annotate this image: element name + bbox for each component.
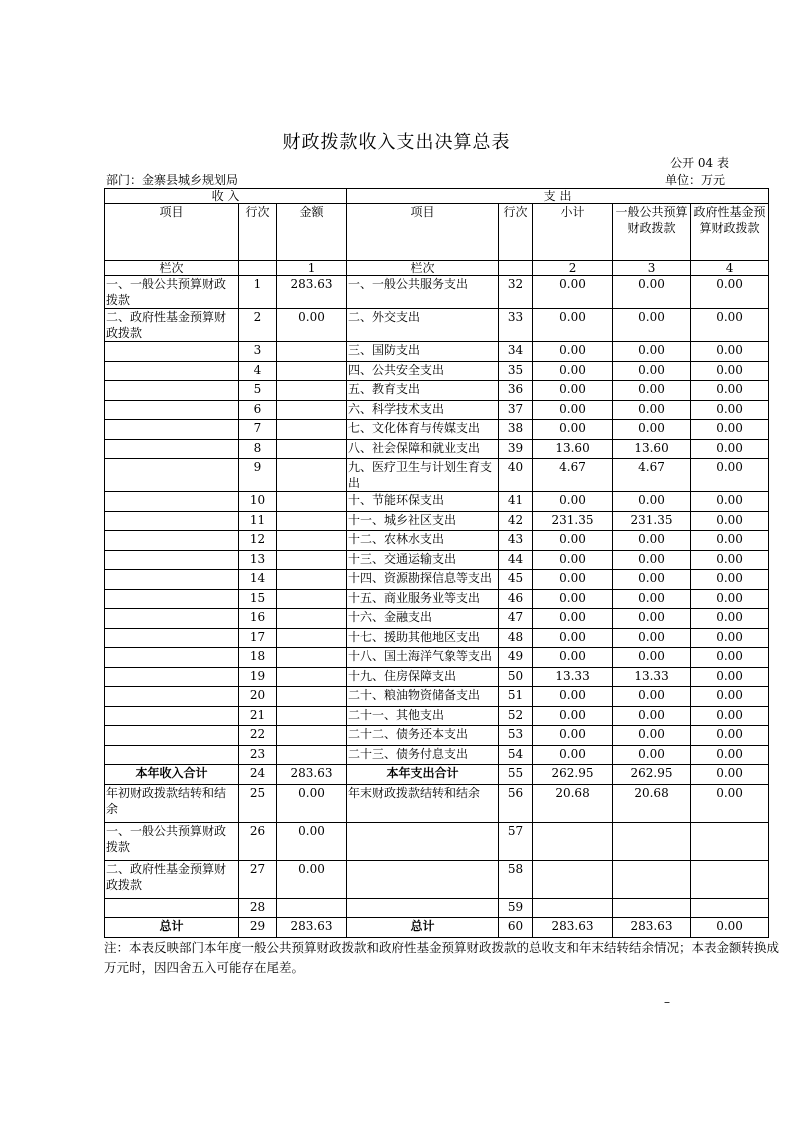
expense-item: 六、科学技术支出	[347, 400, 499, 420]
expense-row-no: 52	[499, 706, 533, 726]
expense-general: 4.67	[613, 459, 691, 492]
expense-fund: 0.00	[691, 570, 769, 590]
table-row	[105, 492, 769, 512]
income-amount	[277, 628, 347, 648]
income-item: 一、一般公共预算财政拨款	[105, 822, 239, 860]
income-item	[105, 420, 239, 440]
expense-row-no: 48	[499, 628, 533, 648]
col-row-no: 行次	[239, 204, 277, 261]
expense-row-no: 38	[499, 420, 533, 440]
expense-item: 十八、国土海洋气象等支出	[347, 648, 499, 668]
income-row-no: 29	[239, 918, 277, 938]
table-row	[105, 439, 769, 459]
expense-general: 231.35	[613, 511, 691, 531]
expense-item: 一、一般公共服务支出	[347, 276, 499, 309]
income-amount: 283.63	[277, 276, 347, 309]
expense-row-no: 59	[499, 898, 533, 918]
income-row-no: 28	[239, 898, 277, 918]
income-row-no: 15	[239, 589, 277, 609]
expense-row-no: 50	[499, 667, 533, 687]
income-row-no: 4	[239, 361, 277, 381]
expense-fund: 0.00	[691, 550, 769, 570]
expense-item: 八、社会保障和就业支出	[347, 439, 499, 459]
expense-fund: 0.00	[691, 918, 769, 938]
income-amount	[277, 570, 347, 590]
table-row	[105, 570, 769, 590]
expense-fund: 0.00	[691, 667, 769, 687]
expense-subtotal	[533, 860, 613, 898]
table-row	[105, 667, 769, 687]
income-row-no: 23	[239, 745, 277, 765]
expense-subtotal: 0.00	[533, 276, 613, 309]
income-row-no: 1	[239, 276, 277, 309]
expense-item: 十六、金融支出	[347, 609, 499, 629]
income-item	[105, 667, 239, 687]
unit-label: 单位：万元	[664, 173, 725, 187]
income-item	[105, 648, 239, 668]
table-row	[105, 531, 769, 551]
budget-table	[104, 188, 769, 938]
expense-row-no: 40	[499, 459, 533, 492]
table-row	[105, 276, 769, 309]
table-row	[105, 784, 769, 822]
col-item2: 项目	[347, 204, 499, 261]
income-item	[105, 706, 239, 726]
expense-row-no: 57	[499, 822, 533, 860]
table-row	[105, 361, 769, 381]
income-row-no: 5	[239, 381, 277, 401]
expense-row-no: 43	[499, 531, 533, 551]
expense-row-no: 47	[499, 609, 533, 629]
expense-subtotal: 4.67	[533, 459, 613, 492]
footnote: 注：本表反映部门本年度一般公共预算财政拨款和政府性基金预算财政拨款的总收支和年末结转结余情况；本表金额转换成万元时，因四舍五入可能存在尾差。	[104, 940, 780, 975]
col-index-1: 1	[277, 261, 347, 276]
expense-subtotal: 0.00	[533, 726, 613, 746]
income-amount	[277, 648, 347, 668]
expense-fund: 0.00	[691, 531, 769, 551]
col-index-4: 4	[691, 261, 769, 276]
income-item	[105, 342, 239, 362]
expense-item: 十七、援助其他地区支出	[347, 628, 499, 648]
income-amount	[277, 361, 347, 381]
income-item	[105, 745, 239, 765]
col-index-empty	[239, 261, 277, 276]
income-row-no: 26	[239, 822, 277, 860]
expense-row-no: 51	[499, 687, 533, 707]
expense-subtotal: 0.00	[533, 706, 613, 726]
expense-subtotal: 0.00	[533, 687, 613, 707]
income-amount	[277, 706, 347, 726]
expense-general	[613, 898, 691, 918]
income-item	[105, 400, 239, 420]
income-item: 年初财政拨款结转和结余	[105, 784, 239, 822]
expense-header: 支 出	[347, 189, 769, 204]
expense-row-no: 58	[499, 860, 533, 898]
table-row	[105, 400, 769, 420]
expense-fund: 0.00	[691, 420, 769, 440]
income-item: 总计	[105, 918, 239, 938]
table-row	[105, 687, 769, 707]
income-row-no: 7	[239, 420, 277, 440]
income-item	[105, 439, 239, 459]
expense-subtotal: 0.00	[533, 381, 613, 401]
expense-fund: 0.00	[691, 381, 769, 401]
expense-subtotal: 262.95	[533, 765, 613, 785]
expense-item: 十四、资源勘探信息等支出	[347, 570, 499, 590]
income-amount	[277, 589, 347, 609]
footer-mark: –	[664, 995, 670, 1009]
income-header: 收 入	[105, 189, 347, 204]
expense-subtotal: 0.00	[533, 609, 613, 629]
income-row-no: 3	[239, 342, 277, 362]
expense-general: 0.00	[613, 531, 691, 551]
expense-fund: 0.00	[691, 745, 769, 765]
expense-general: 0.00	[613, 550, 691, 570]
expense-item: 二、外交支出	[347, 309, 499, 342]
income-amount	[277, 400, 347, 420]
income-amount	[277, 745, 347, 765]
department-label: 部门：金寨县城乡规划局	[106, 173, 239, 187]
income-amount: 0.00	[277, 822, 347, 860]
expense-general: 13.60	[613, 439, 691, 459]
income-item: 一、一般公共预算财政拨款	[105, 276, 239, 309]
income-row-no: 18	[239, 648, 277, 668]
expense-fund	[691, 822, 769, 860]
expense-item: 十二、农林水支出	[347, 531, 499, 551]
income-amount	[277, 898, 347, 918]
expense-fund: 0.00	[691, 309, 769, 342]
expense-general: 0.00	[613, 420, 691, 440]
income-item	[105, 531, 239, 551]
expense-item	[347, 898, 499, 918]
income-amount: 283.63	[277, 765, 347, 785]
income-row-no: 10	[239, 492, 277, 512]
income-row-no: 25	[239, 784, 277, 822]
expense-subtotal: 13.60	[533, 439, 613, 459]
expense-general: 0.00	[613, 381, 691, 401]
income-item	[105, 361, 239, 381]
income-item	[105, 726, 239, 746]
income-row-no: 21	[239, 706, 277, 726]
expense-fund: 0.00	[691, 589, 769, 609]
expense-item	[347, 860, 499, 898]
expense-general: 262.95	[613, 765, 691, 785]
col-index-empty2	[499, 261, 533, 276]
table-row	[105, 898, 769, 918]
expense-row-no: 44	[499, 550, 533, 570]
form-number: 公开 04 表	[670, 156, 729, 170]
expense-item: 十九、住房保障支出	[347, 667, 499, 687]
expense-row-no: 55	[499, 765, 533, 785]
income-row-no: 8	[239, 439, 277, 459]
income-row-no: 16	[239, 609, 277, 629]
col-general: 一般公共预算财政拨款	[613, 204, 691, 261]
income-amount	[277, 381, 347, 401]
expense-row-no: 33	[499, 309, 533, 342]
expense-general: 0.00	[613, 570, 691, 590]
income-amount: 0.00	[277, 784, 347, 822]
table-row	[105, 589, 769, 609]
col-item: 项目	[105, 204, 239, 261]
income-row-no: 19	[239, 667, 277, 687]
income-item: 二、政府性基金预算财政拨款	[105, 309, 239, 342]
expense-item: 五、教育支出	[347, 381, 499, 401]
expense-subtotal: 0.00	[533, 589, 613, 609]
expense-fund: 0.00	[691, 628, 769, 648]
expense-row-no: 35	[499, 361, 533, 381]
expense-subtotal: 0.00	[533, 492, 613, 512]
table-row	[105, 706, 769, 726]
expense-item: 四、公共安全支出	[347, 361, 499, 381]
expense-item: 二十二、债务还本支出	[347, 726, 499, 746]
income-item	[105, 609, 239, 629]
income-row-no: 20	[239, 687, 277, 707]
income-item	[105, 550, 239, 570]
expense-general: 0.00	[613, 687, 691, 707]
expense-fund: 0.00	[691, 400, 769, 420]
expense-general: 0.00	[613, 745, 691, 765]
expense-subtotal: 0.00	[533, 420, 613, 440]
income-row-no: 9	[239, 459, 277, 492]
expense-fund: 0.00	[691, 687, 769, 707]
expense-item: 十五、商业服务业等支出	[347, 589, 499, 609]
table-row	[105, 648, 769, 668]
income-row-no: 13	[239, 550, 277, 570]
income-item	[105, 570, 239, 590]
income-row-no: 2	[239, 309, 277, 342]
expense-fund: 0.00	[691, 765, 769, 785]
expense-item: 十一、城乡社区支出	[347, 511, 499, 531]
expense-item: 七、文化体育与传媒支出	[347, 420, 499, 440]
expense-general: 0.00	[613, 609, 691, 629]
table-row	[105, 860, 769, 898]
income-item: 本年收入合计	[105, 765, 239, 785]
income-item	[105, 589, 239, 609]
expense-fund: 0.00	[691, 706, 769, 726]
expense-general: 0.00	[613, 648, 691, 668]
income-amount	[277, 667, 347, 687]
expense-row-no: 39	[499, 439, 533, 459]
table-row	[105, 550, 769, 570]
expense-item: 十、节能环保支出	[347, 492, 499, 512]
income-amount	[277, 492, 347, 512]
expense-subtotal: 231.35	[533, 511, 613, 531]
income-amount	[277, 609, 347, 629]
income-row-no: 27	[239, 860, 277, 898]
expense-general: 0.00	[613, 276, 691, 309]
expense-row-no: 56	[499, 784, 533, 822]
expense-fund: 0.00	[691, 511, 769, 531]
expense-row-no: 32	[499, 276, 533, 309]
col-row-no2: 行次	[499, 204, 533, 261]
expense-fund: 0.00	[691, 276, 769, 309]
expense-item	[347, 822, 499, 860]
income-amount	[277, 687, 347, 707]
col-fund: 政府性基金预算财政拨款	[691, 204, 769, 261]
expense-row-no: 54	[499, 745, 533, 765]
expense-subtotal: 0.00	[533, 531, 613, 551]
table-row	[105, 745, 769, 765]
table-row	[105, 459, 769, 492]
expense-fund: 0.00	[691, 609, 769, 629]
income-amount: 283.63	[277, 918, 347, 938]
income-row-no: 11	[239, 511, 277, 531]
income-row-no: 24	[239, 765, 277, 785]
income-row-no: 17	[239, 628, 277, 648]
income-row-no: 6	[239, 400, 277, 420]
expense-general: 0.00	[613, 342, 691, 362]
table-row	[105, 822, 769, 860]
income-item	[105, 628, 239, 648]
col-amount: 金额	[277, 204, 347, 261]
expense-item: 三、国防支出	[347, 342, 499, 362]
expense-general	[613, 860, 691, 898]
expense-subtotal: 13.33	[533, 667, 613, 687]
expense-general: 283.63	[613, 918, 691, 938]
expense-fund: 0.00	[691, 492, 769, 512]
table-row	[105, 420, 769, 440]
expense-row-no: 60	[499, 918, 533, 938]
income-amount	[277, 459, 347, 492]
table-row	[105, 511, 769, 531]
expense-general: 13.33	[613, 667, 691, 687]
expense-fund: 0.00	[691, 459, 769, 492]
expense-row-no: 36	[499, 381, 533, 401]
expense-subtotal: 0.00	[533, 361, 613, 381]
expense-fund: 0.00	[691, 648, 769, 668]
expense-row-no: 42	[499, 511, 533, 531]
expense-general: 0.00	[613, 492, 691, 512]
expense-subtotal: 0.00	[533, 745, 613, 765]
col-subtotal: 小计	[533, 204, 613, 261]
expense-fund: 0.00	[691, 726, 769, 746]
expense-subtotal: 0.00	[533, 309, 613, 342]
expense-general	[613, 822, 691, 860]
table-row	[105, 342, 769, 362]
income-amount: 0.00	[277, 309, 347, 342]
table-row	[105, 381, 769, 401]
page-title: 财政拨款收入支出决算总表	[282, 132, 511, 153]
expense-row-no: 41	[499, 492, 533, 512]
table-row	[105, 918, 769, 938]
expense-subtotal: 0.00	[533, 400, 613, 420]
expense-general: 0.00	[613, 726, 691, 746]
expense-item: 年末财政拨款结转和结余	[347, 784, 499, 822]
income-row-no: 14	[239, 570, 277, 590]
expense-general: 0.00	[613, 628, 691, 648]
expense-item: 十三、交通运输支出	[347, 550, 499, 570]
header-row-columns	[105, 204, 769, 261]
income-amount	[277, 550, 347, 570]
income-row-no: 22	[239, 726, 277, 746]
header-row-section	[105, 189, 769, 204]
expense-general: 0.00	[613, 400, 691, 420]
expense-general: 0.00	[613, 361, 691, 381]
col-index-label: 栏次	[105, 261, 239, 276]
col-index-label2: 栏次	[347, 261, 499, 276]
income-item	[105, 511, 239, 531]
expense-fund: 0.00	[691, 439, 769, 459]
col-index-2: 2	[533, 261, 613, 276]
expense-fund: 0.00	[691, 342, 769, 362]
expense-fund	[691, 898, 769, 918]
expense-item: 本年支出合计	[347, 765, 499, 785]
income-amount	[277, 726, 347, 746]
expense-subtotal: 0.00	[533, 570, 613, 590]
income-amount	[277, 342, 347, 362]
expense-subtotal	[533, 822, 613, 860]
expense-general: 20.68	[613, 784, 691, 822]
expense-general: 0.00	[613, 706, 691, 726]
table-row	[105, 628, 769, 648]
expense-item: 二十三、债务付息支出	[347, 745, 499, 765]
expense-item: 二十一、其他支出	[347, 706, 499, 726]
expense-item: 九、医疗卫生与计划生育支出	[347, 459, 499, 492]
income-amount: 0.00	[277, 860, 347, 898]
col-index-3: 3	[613, 261, 691, 276]
income-amount	[277, 531, 347, 551]
expense-row-no: 53	[499, 726, 533, 746]
income-item	[105, 492, 239, 512]
expense-subtotal	[533, 898, 613, 918]
table-row	[105, 765, 769, 785]
income-row-no: 12	[239, 531, 277, 551]
expense-general: 0.00	[613, 589, 691, 609]
expense-row-no: 37	[499, 400, 533, 420]
table-row	[105, 309, 769, 342]
expense-subtotal: 0.00	[533, 342, 613, 362]
expense-row-no: 45	[499, 570, 533, 590]
expense-item: 二十、粮油物资储备支出	[347, 687, 499, 707]
income-item	[105, 898, 239, 918]
income-amount	[277, 420, 347, 440]
expense-subtotal: 0.00	[533, 550, 613, 570]
expense-general: 0.00	[613, 309, 691, 342]
expense-subtotal: 0.00	[533, 628, 613, 648]
income-amount	[277, 439, 347, 459]
income-item: 二、政府性基金预算财政拨款	[105, 860, 239, 898]
expense-fund	[691, 860, 769, 898]
expense-item: 总计	[347, 918, 499, 938]
expense-row-no: 34	[499, 342, 533, 362]
income-item	[105, 687, 239, 707]
expense-row-no: 49	[499, 648, 533, 668]
expense-subtotal: 283.63	[533, 918, 613, 938]
expense-row-no: 46	[499, 589, 533, 609]
income-amount	[277, 511, 347, 531]
income-item	[105, 459, 239, 492]
expense-subtotal: 0.00	[533, 648, 613, 668]
expense-fund: 0.00	[691, 784, 769, 822]
table-row	[105, 726, 769, 746]
table-row	[105, 609, 769, 629]
header-row-index	[105, 261, 769, 276]
expense-subtotal: 20.68	[533, 784, 613, 822]
income-item	[105, 381, 239, 401]
expense-fund: 0.00	[691, 361, 769, 381]
